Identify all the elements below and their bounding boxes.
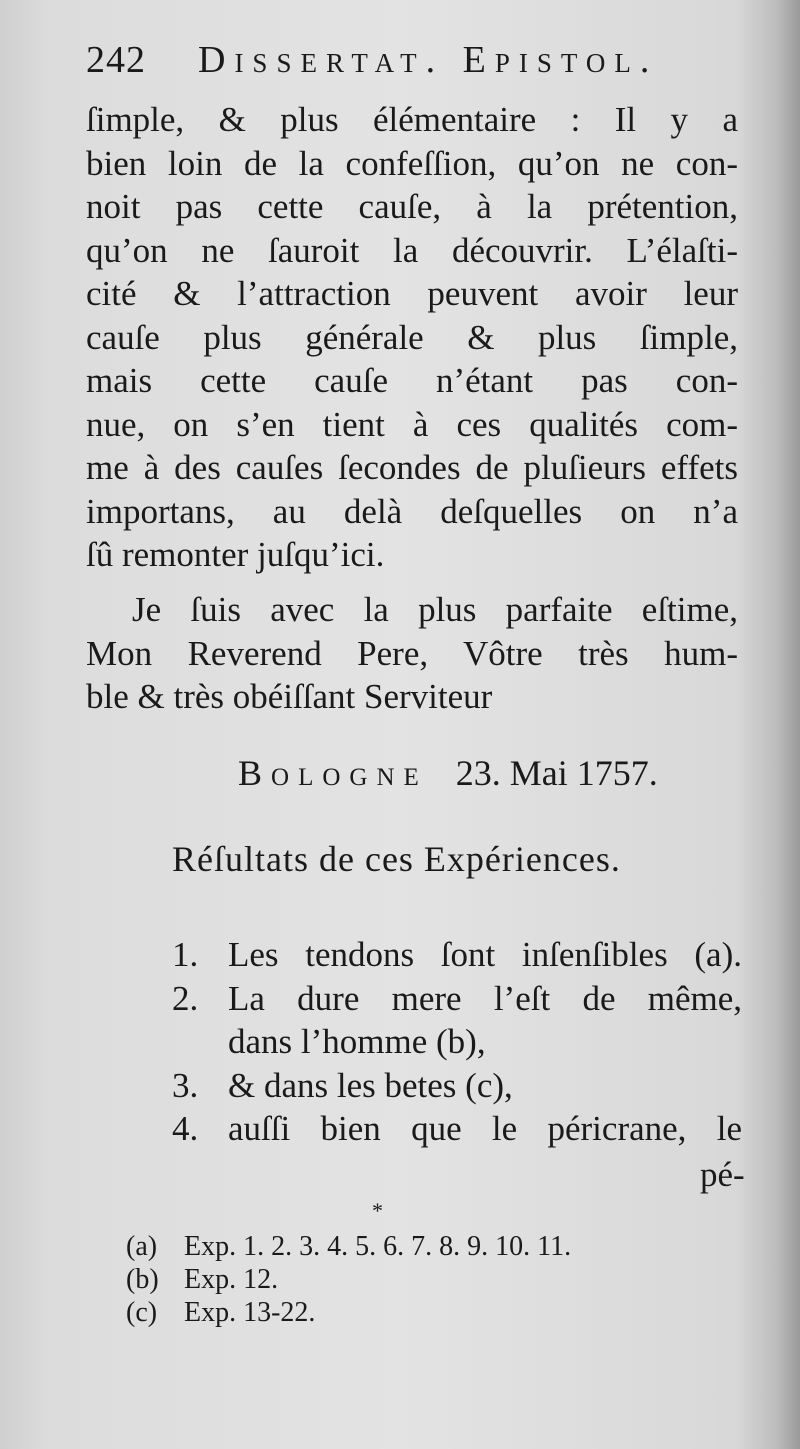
page-number: 242 <box>86 39 146 81</box>
body-line: cité & l’attraction peuvent avoir leur <box>86 274 738 313</box>
item-number: 1. <box>172 935 199 974</box>
item-continuation: dans l’homme (b), <box>228 1022 486 1061</box>
body-line: me à des cauſes ſecondes de pluſieurs effets <box>86 448 738 487</box>
footnote <box>126 1230 571 1263</box>
closing-line: ble & très obéiſſant Serviteur <box>86 677 493 716</box>
body-line: ſû remonter juſqu’ici. <box>86 535 385 574</box>
signature-mark: * <box>372 1198 383 1223</box>
footnote-mark: (b) <box>126 1264 159 1295</box>
place: Bologne <box>238 753 428 793</box>
item-text: La dure mere l’eſt de même, <box>228 978 742 1018</box>
list-item <box>172 1107 742 1151</box>
body-line: cauſe plus générale & plus ſimple, <box>86 317 738 357</box>
results-list <box>172 933 742 1151</box>
item-number: 3. <box>172 1065 199 1105</box>
footnote-text: Exp. 12. <box>184 1264 279 1295</box>
item-number: 4. <box>172 1109 199 1148</box>
date: 23. Mai 1757. <box>455 753 658 793</box>
footnote <box>126 1296 571 1329</box>
closing-line: Je ſuis avec la plus parfaite eſtime, <box>132 590 738 629</box>
body-line: bien loin de la confeſſion, qu’on ne con- <box>86 143 738 183</box>
body-paragraph <box>86 98 738 577</box>
body-line: qu’on ne ſauroit la découvrir. L’élaſti- <box>86 230 738 270</box>
body-line: noit pas cette cauſe, à la prétention, <box>86 187 738 226</box>
page-header <box>86 38 726 88</box>
item-number: 2. <box>172 978 199 1018</box>
closing-line: Mon Reverend Pere, Vôtre très hum- <box>86 633 738 673</box>
closing-paragraph <box>86 588 738 719</box>
footnote-text: Exp. 13-22. <box>184 1297 316 1328</box>
catchword: pé- <box>700 1155 745 1194</box>
footnote <box>126 1263 571 1296</box>
footnote-mark: (c) <box>126 1297 158 1328</box>
footnote-mark: (a) <box>126 1231 158 1262</box>
place-date-line <box>238 752 658 794</box>
list-item <box>172 1064 742 1108</box>
footnote-text: Exp. 1. 2. 3. 4. 5. 6. 7. 8. 9. 10. 11. <box>184 1231 572 1262</box>
body-line: nue, on s’en tient à ces qualités com- <box>86 404 738 444</box>
body-line: importans, au delà deſquelles on n’a <box>86 491 738 531</box>
body-line: ſimple, & plus élémentaire : Il y a <box>86 100 738 139</box>
list-item <box>172 933 742 977</box>
list-item <box>172 977 742 1021</box>
running-title: Dissertat. Epistol. <box>198 39 659 81</box>
item-text: & dans les betes (c), <box>228 1065 513 1105</box>
section-title: Réſultats de ces Expériences. <box>172 839 621 879</box>
footnotes <box>126 1230 571 1329</box>
item-text: auſſi bien que le péricrane, le <box>228 1109 742 1148</box>
body-line: mais cette cauſe n’étant pas con- <box>86 361 738 400</box>
item-text: Les tendons ſont inſenſibles (a). <box>228 935 742 974</box>
